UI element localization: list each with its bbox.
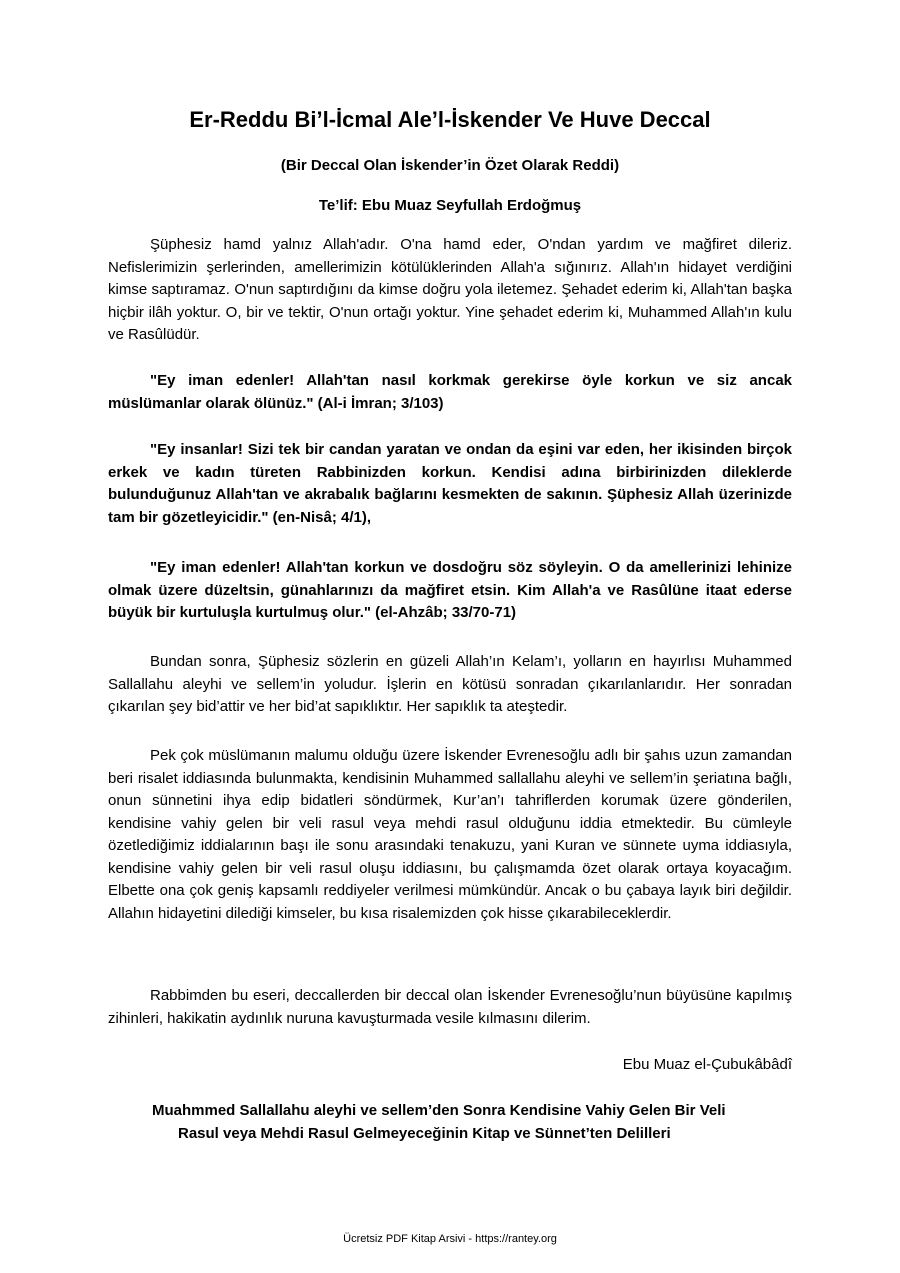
document-subtitle: (Bir Deccal Olan İskender’in Özet Olarak Reddi) <box>280 157 620 174</box>
verse-quote-ahzab: "Ey iman edenler! Allah'tan korkun ve dosdoğru söz söyleyin. O da amellerinizi lehinize olmak üzere düzeltsin, günahlarınızı da mağfiret etsin. Kim Allah'a ve Rasûlüne itaat ederse büyük bir kurtuluşla kurtulmuş olur." (el-Ahzâb; 33/70-71) <box>108 559 792 621</box>
body-paragraph-dua: Rabbimden bu eseri, deccallerden bir deccal olan İskender Evrenesoğlu’nun büyüsüne kapılmış zihinleri, hakikatin aydınlık nuruna kavuşturmada vesile kılmasını dilerim. <box>108 987 792 1027</box>
document-author: Te’lif: Ebu Muaz Seyfullah Erdoğmuş <box>318 197 582 214</box>
page-footer: Ücretsiz PDF Kitap Arsivi - https://rantey.org <box>343 1233 557 1245</box>
document-page <box>108 0 792 1273</box>
section-heading <box>108 1099 792 1145</box>
body-paragraph-kelam: Bundan sonra, Şüphesiz sözlerin en güzeli Allah’ın Kelam’ı, yolların en hayırlısı Muhammed Sallallahu aleyhi ve sellem’in yoludur. İşlerin en kötüsü sonradan çıkarılanlarıdır. Her sonradan çıkarılan şey bid’attir ve her bid’at sapıklıktır. Her sapıklık ta ateştedir. <box>108 653 792 715</box>
section-heading-line-2: Rasul veya Mehdi Rasul Gelmeyeceğinin Kitap ve Sünnet’ten Delilleri <box>178 1125 671 1142</box>
signature: Ebu Muaz el-Çubukâbâdî <box>622 1056 792 1073</box>
verse-quote-nisa: "Ey insanlar! Sizi tek bir candan yaratan ve ondan da eşini var eden, her ikisinden birçok erkek ve kadın türeten Rabbinizden korkun. Kendisi adına birbirinizden dileklerde bulunduğunuz Allah'tan ve akrabalık bağlarını kesmekten de sakının. Şüphesiz Allah üzerinizde tam bir gözetleyicidir." (en-Nisâ; 4/1), <box>108 441 792 526</box>
body-paragraph-iskender: Pek çok müslümanın malumu olduğu üzere İskender Evrenesoğlu adlı bir şahıs uzun zamandan beri risalet iddiasında bulunmakta, kendisinin Muhammed sallallahu aleyhi ve sellem’in şeriatına bağlı, onun sünnetini ihya edip bidatleri söndürmek, Kur’an’ı tahriflerden korumak üzere gönderilen, kendisine vahiy gelen bir veli rasul veya mehdi rasul olduğunu iddia etmektedir. Bu cümleyle özetlediğimiz iddialarının başı ile sonu arasındaki tenakuzu, yani Kuran ve sünnete uyma iddiasıyla, kendisine vahiy gelen bir veli rasul oluşu iddiasını, bu çalışmamda özet olarak ortaya koyacağım. Elbette ona çok geniş kapsamlı reddiyeler verilmesi mümkündür. Ancak o bu çabaya layık biri değildir. Allahın hidayetini dilediği kimseler, bu kısa risalemizden çok hisse çıkarabileceklerdir. <box>108 747 792 922</box>
intro-paragraph: Şüphesiz hamd yalnız Allah'adır. O'na hamd eder, O'ndan yardım ve mağfiret dileriz. Nefislerimizin şerlerinden, amellerimizin kötülüklerinden Allah'a sığınırız. Allah'ın hidayet verdiğini kimse saptıramaz. O'nun saptırdığını da kimse doğru yola iletemez. Şehadet ederim ki, Allah'tan başka hiçbir ilâh yoktur. O, bir ve tektir, O'nun ortağı yoktur. Yine şehadet ederim ki, Muhammed Allah'ın kulu ve Rasûlüdür. <box>108 236 792 343</box>
document-title: Er-Reddu Bi’l-İcmal Ale’l-İskender Ve Huve Deccal <box>189 107 711 132</box>
verse-quote-imran: "Ey iman edenler! Allah'tan nasıl korkmak gerekirse öyle korkun ve siz ancak müslümanlar olarak ölünüz." (Al-i İmran; 3/103) <box>108 372 792 412</box>
section-heading-line-1: Muahmmed Sallallahu aleyhi ve sellem’den Sonra Kendisine Vahiy Gelen Bir Veli <box>152 1102 726 1119</box>
